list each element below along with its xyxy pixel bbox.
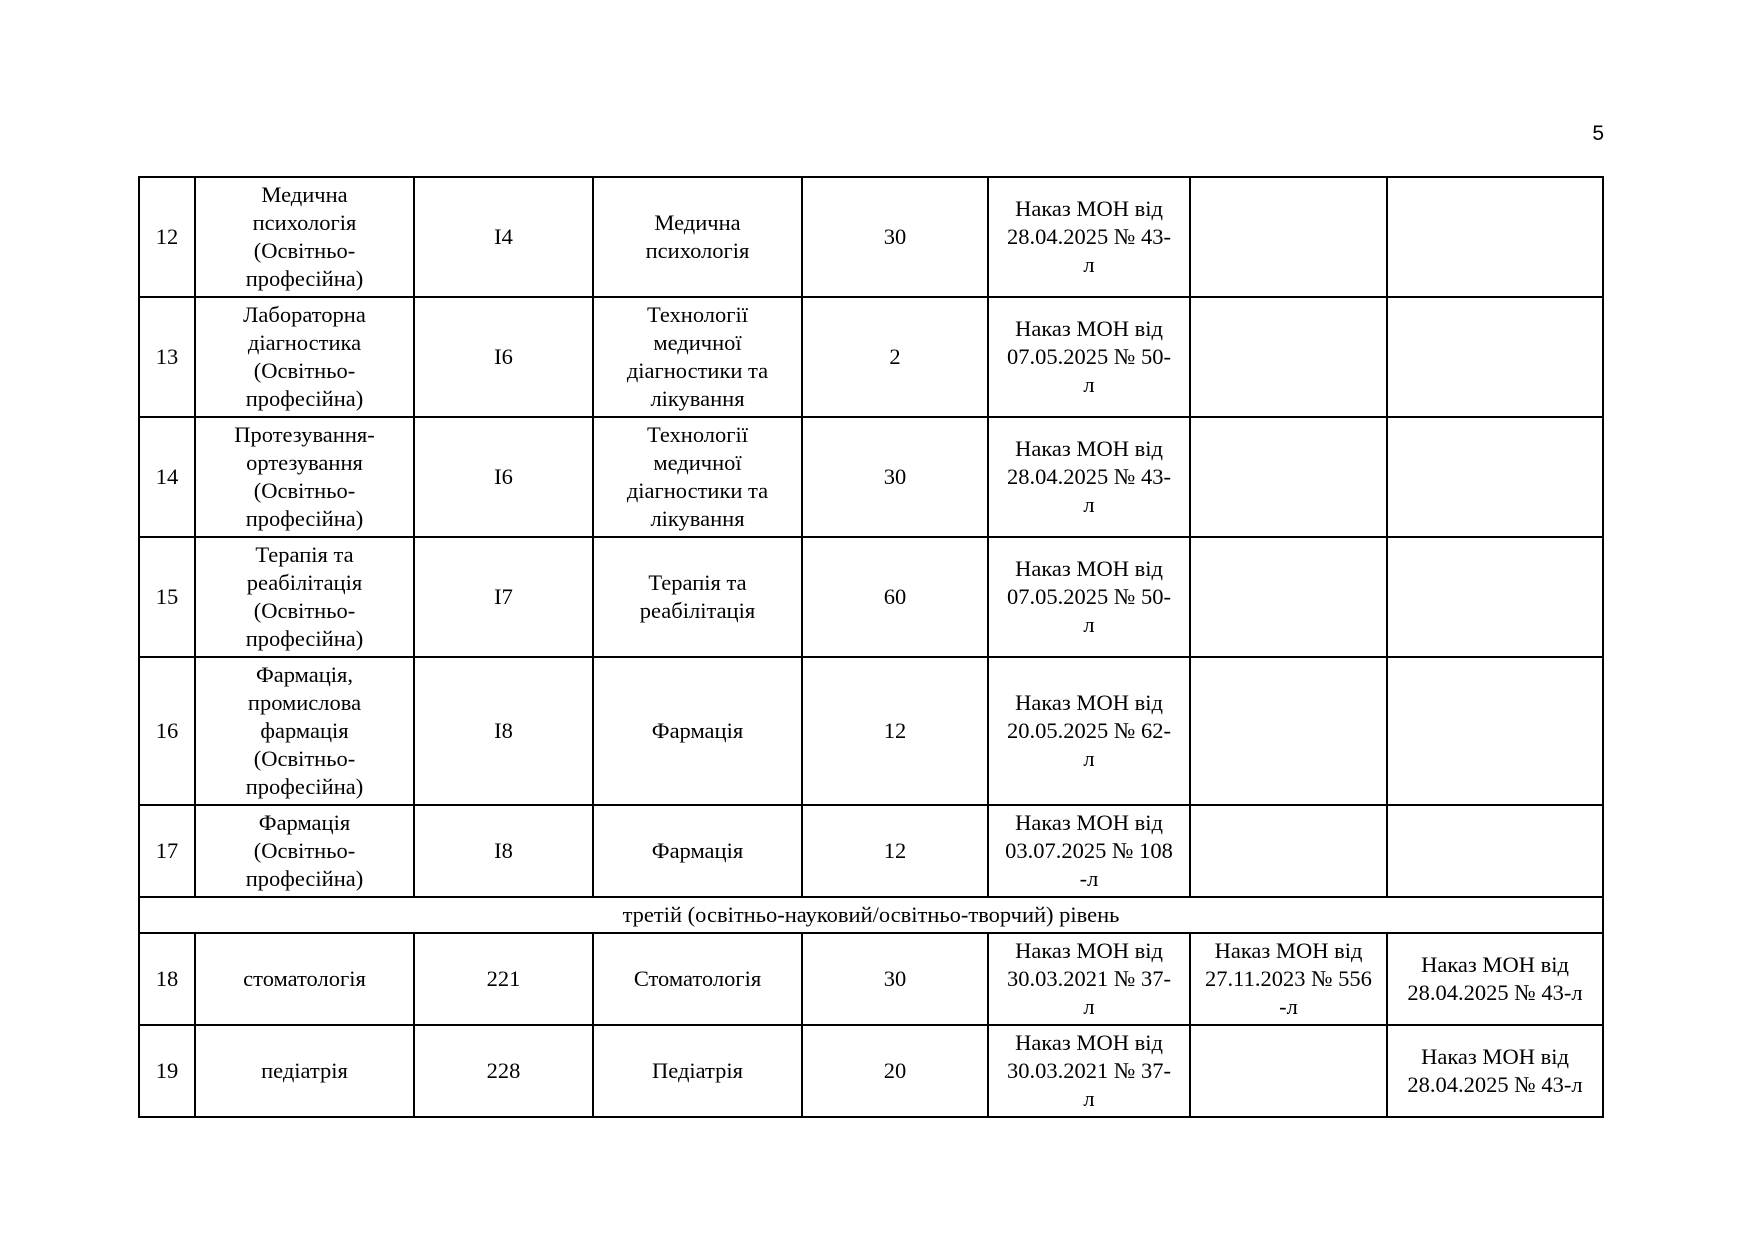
license-count: 12 <box>802 805 988 897</box>
order-reference: Наказ МОН від 07.05.2025 № 50- л <box>988 297 1190 417</box>
row-number: 19 <box>139 1025 195 1117</box>
program-name: Терапія та реабілітація (Освітньо- професійна) <box>195 537 414 657</box>
program-name: педіатрія <box>195 1025 414 1117</box>
specialty-code: І8 <box>414 805 593 897</box>
specialty-name: Медична психологія <box>593 177 802 297</box>
table-row <box>139 177 1603 297</box>
license-count: 30 <box>802 177 988 297</box>
page-number: 5 <box>1592 122 1604 145</box>
row-number: 13 <box>139 297 195 417</box>
order-reference-2 <box>1190 657 1387 805</box>
order-reference: Наказ МОН від 30.03.2021 № 37- л <box>988 933 1190 1025</box>
specialty-name: Стоматологія <box>593 933 802 1025</box>
specialty-name: Педіатрія <box>593 1025 802 1117</box>
order-reference-3 <box>1387 805 1603 897</box>
order-reference-2 <box>1190 537 1387 657</box>
license-count: 30 <box>802 933 988 1025</box>
table-row <box>139 805 1603 897</box>
row-number: 12 <box>139 177 195 297</box>
row-number: 17 <box>139 805 195 897</box>
license-count: 30 <box>802 417 988 537</box>
order-reference-3 <box>1387 537 1603 657</box>
order-reference-2 <box>1190 417 1387 537</box>
program-name: Фармація, промислова фармація (Освітньо- професійна) <box>195 657 414 805</box>
order-reference: Наказ МОН від 03.07.2025 № 108 -л <box>988 805 1190 897</box>
specialty-name: Фармація <box>593 657 802 805</box>
order-reference: Наказ МОН від 28.04.2025 № 43- л <box>988 177 1190 297</box>
program-name: стоматологія <box>195 933 414 1025</box>
specialty-name: Фармація <box>593 805 802 897</box>
specialty-name: Технології медичної діагностики та лікування <box>593 417 802 537</box>
specialty-code: І6 <box>414 297 593 417</box>
table-row <box>139 657 1603 805</box>
program-name: Протезування- ортезування (Освітньо- професійна) <box>195 417 414 537</box>
section-title: третій (освітньо-науковий/освітньо-творчий) рівень <box>139 897 1603 933</box>
row-number: 18 <box>139 933 195 1025</box>
order-reference-2 <box>1190 1025 1387 1117</box>
specialty-name: Технології медичної діагностики та лікування <box>593 297 802 417</box>
table-row <box>139 1025 1603 1117</box>
program-name: Фармація (Освітньо- професійна) <box>195 805 414 897</box>
license-count: 60 <box>802 537 988 657</box>
table-row <box>139 933 1603 1025</box>
row-number: 14 <box>139 417 195 537</box>
section-header-row <box>139 897 1603 933</box>
row-number: 15 <box>139 537 195 657</box>
order-reference: Наказ МОН від 30.03.2021 № 37- л <box>988 1025 1190 1117</box>
table-row <box>139 537 1603 657</box>
license-count: 2 <box>802 297 988 417</box>
order-reference-2 <box>1190 297 1387 417</box>
specialty-code: І7 <box>414 537 593 657</box>
order-reference-2: Наказ МОН від 27.11.2023 № 556 -л <box>1190 933 1387 1025</box>
license-count: 20 <box>802 1025 988 1117</box>
programs-table <box>138 176 1604 1118</box>
specialty-code: І4 <box>414 177 593 297</box>
order-reference: Наказ МОН від 28.04.2025 № 43- л <box>988 417 1190 537</box>
order-reference-3: Наказ МОН від 28.04.2025 № 43-л <box>1387 933 1603 1025</box>
table-row <box>139 417 1603 537</box>
specialty-code: 228 <box>414 1025 593 1117</box>
specialty-code: 221 <box>414 933 593 1025</box>
order-reference-3 <box>1387 297 1603 417</box>
order-reference-3 <box>1387 657 1603 805</box>
order-reference: Наказ МОН від 20.05.2025 № 62- л <box>988 657 1190 805</box>
specialty-name: Терапія та реабілітація <box>593 537 802 657</box>
order-reference-3 <box>1387 417 1603 537</box>
order-reference-2 <box>1190 805 1387 897</box>
row-number: 16 <box>139 657 195 805</box>
order-reference: Наказ МОН від 07.05.2025 № 50- л <box>988 537 1190 657</box>
specialty-code: І6 <box>414 417 593 537</box>
order-reference-3 <box>1387 177 1603 297</box>
license-count: 12 <box>802 657 988 805</box>
program-name: Медична психологія (Освітньо- професійна) <box>195 177 414 297</box>
table-row <box>139 297 1603 417</box>
order-reference-2 <box>1190 177 1387 297</box>
specialty-code: І8 <box>414 657 593 805</box>
program-name: Лабораторна діагностика (Освітньо- професійна) <box>195 297 414 417</box>
order-reference-3: Наказ МОН від 28.04.2025 № 43-л <box>1387 1025 1603 1117</box>
